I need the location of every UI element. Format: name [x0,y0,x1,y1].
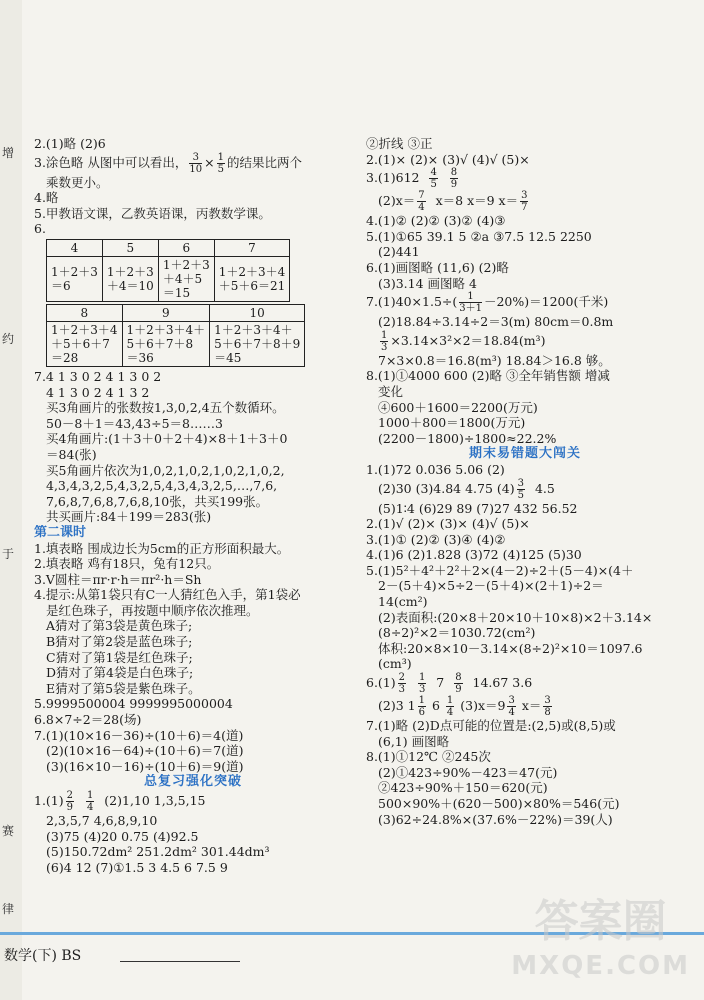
answer-line: (2)3 1 $\frac{1}{6}$ 6 $\frac{1}{4}$ (3)x＝9 $\frac{3}{4}$ x＝ $\frac{3}{8}$ [378,695,551,719]
watermark-logo: 答案圈 MXQE.COM [511,896,690,981]
table-head: 6 [158,239,214,256]
fraction: $\frac{1}{3}$ [381,329,388,353]
answer-line: 5.(1)5²＋4²＋2²＋2×(4－2)÷2＋(5－4)×(4＋ [366,562,634,578]
fraction: $\frac{3}{4}$ [508,695,515,719]
answer-line: 体积:20×8×10－3.14×(8÷2)²×10＝1097.6 [378,640,643,656]
fraction: $\frac{1}{6}$ [418,695,425,719]
fraction: $\frac{3}{8}$ [544,695,551,719]
answer-line: 1.(1)72 0.036 5.06 (2) [366,461,505,477]
answer-line: B猜对了第2袋是蓝色珠子; [46,634,193,650]
answer-line: (3)3.14 画图略 4 [378,275,477,291]
table-cell: 1＋2＋3＋4＋ 5＋6＋7＋8＋9 ＝45 [210,321,305,366]
answer-line: 14(cm²) [378,594,428,610]
answer-line: (5)150.72dm² 251.2dm² 301.44dm³ [46,844,270,860]
answer-line: 买4角画片:(1＋3＋0＋2＋4)×8＋1＋3＋0 [46,431,288,447]
answer-line: 2.(1)× (2)× (3)√ (4)√ (5)× [366,151,530,167]
answer-line: (6,1) 画图略 [378,733,450,749]
table-cell: 1＋2＋3 ＋4＝10 [102,256,158,301]
table-head: 4 [47,239,103,256]
fraction: $\frac{8}{9}$ [450,167,458,191]
section-heading: 总复习强化突破 [143,774,242,790]
answer-line: 4.略 [34,190,59,206]
answer-line: 4.(1)② (2)② (3)② (4)③ [366,213,506,229]
answer-line: 3.(1)612 $\frac{4}{5}$ $\frac{8}{9}$ [366,167,458,191]
table-cell: 1＋2＋3 ＋4＋5 ＝15 [158,256,214,301]
answer-line: 5.9999500004 9999995000004 [34,696,233,712]
answer-line: 7,6,8,7,6,8,7,6,8,10张，共买199张。 [46,493,269,509]
section-heading: 第二课时 [34,524,87,540]
answer-line: (3)(16×10－16)÷(10＋6)＝9(道) [46,758,244,774]
answer-line: 4 1 3 0 2 4 1 3 2 [46,384,150,400]
table-head: 9 [122,304,210,321]
answer-line: A猜对了第3袋是黄色珠子; [46,618,193,634]
answer-line: 1000＋800＝1800(万元) [378,415,526,431]
answer-line: 8.(1)①12℃ ②245次 [366,749,491,765]
answer-line: (2)30 (3)4.84 4.75 (4) $\frac{3}{5}$ 4.5 [378,477,555,501]
answer-line: 7×3×0.8＝16.8(m³) 18.84＞16.8 够。 [378,352,611,368]
answer-line: ②423÷90%＋150＝620(元) [378,780,548,796]
answer-line: 3.(1)① (2)② (3)④ (4)② [366,531,506,547]
answer-line: 2.(1)√ (2)× (3)× (4)√ (5)× [366,516,530,532]
answer-line: 8.(1)①4000 600 (2)略 ③全年销售额 增减 [366,368,610,384]
answer-line: 6. [34,221,46,237]
sum-table-1 [46,239,290,302]
answer-line: 4.(1)6 (2)1.828 (3)72 (4)125 (5)30 [366,547,582,563]
answer-line: (2)①423÷90%－423＝47(元) [378,764,558,780]
answer-line: (5)1∶4 (6)29 89 (7)27 432 56.52 [378,500,578,516]
fraction: $\frac{1}{4}$ [446,695,454,719]
answer-line: 买3角画片的张数按1,3,0,2,4五个数循环。 [46,400,285,416]
answer-line: ④600＋1600＝2200(万元) [378,399,538,415]
right-column [366,136,684,827]
answer-line: 乘数更小。 [46,174,109,190]
answer-line: (2)441 [378,244,420,260]
section-heading: 期末易错题大闯关 [468,446,581,462]
table-cell: 1＋2＋3＋4＋ 5＋6＋7＋8 ＝36 [122,321,210,366]
gutter-char: 于 [2,547,15,561]
fraction: $\frac{4}{5}$ [430,167,437,191]
table-head: 8 [47,304,123,321]
answer-line: ＝84(张) [46,446,97,462]
answer-line: 7.(1)(10×16－36)÷(10＋6)＝4(道) [34,727,244,743]
answer-line: (3)62÷24.8%×(37.6%－22%)＝39(人) [378,811,613,827]
table-cell: 1＋2＋3＋4 ＋5＋6＋7 ＝28 [47,321,123,366]
gutter-char: 约 [2,332,15,346]
answer-line: (2)(10×16－64)÷(10＋6)＝7(道) [46,743,244,759]
answer-line: 是红色珠子，再按题中顺序依次推理。 [46,602,259,618]
left-column [34,136,352,875]
gutter-char: 律 [2,902,15,916]
table-cell: 1＋2＋3 ＝6 [47,256,103,301]
answer-line: 3.V圆柱＝πr·r·h＝πr²·h＝Sh [34,571,202,587]
sum-table-2 [46,304,305,367]
footer-subject: 数学(下) BS [4,948,82,964]
table-head: 10 [210,304,305,321]
gutter-char: 增 [2,146,15,160]
fraction: $\frac{1}{3+1}$ [459,291,482,315]
answer-line: (2)表面积:(20×8＋20×10＋10×8)×2＋3.14× [378,609,653,625]
table-head: 5 [102,239,158,256]
fraction: $\frac{3}{7}$ [521,190,528,214]
answer-line: (2200－1800)÷1800≈22.2% [378,430,557,446]
answer-line: 7.(1)40×1.5÷( $\frac{1}{3+1}$ －20%)＝1200(千米) [366,291,609,315]
answer-line: 共买画片:84＋199＝283(张) [46,509,212,525]
answer-line: 2－(5＋4)×5÷2－(5＋4)×(2＋1)÷2＝ [378,578,604,594]
answer-line: (8÷2)²×2＝1030.72(cm²) [378,625,536,641]
answer-line: 7.(1)略 (2)D点可能的位置是:(2,5)或(8,5)或 [366,718,616,734]
answer-line: 7.4 1 3 0 2 4 1 3 0 2 [34,368,162,384]
answer-line: 4,3,4,3,2,5,4,3,2,5,4,3,4,3,2,5,…,7,6, [46,478,278,494]
gutter-char: 赛 [2,824,15,838]
answer-line: 1.填表略 围成边长为5cm的正方形面积最大。 [34,540,290,556]
answer-line: 5.(1)①65 39.1 5 ②a ③7.5 12.5 2250 [366,228,592,244]
answer-line: 6.8×7÷2＝28(场) [34,712,142,728]
answer-line: 2.(1)略 (2)6 [34,136,106,151]
fraction: $\frac{1}{4}$ [86,790,94,813]
answer-line: 5.甲教语文课，乙教英语课，丙教数学课。 [34,205,271,221]
answer-line: E猜对了第5袋是紫色珠子。 [46,680,201,696]
footer-rule [120,961,240,962]
answer-line: C猜对了第1袋是红色珠子; [46,649,193,665]
answer-line: (2)x＝ $\frac{7}{4}$ x＝8 x＝9 x＝ $\frac{3}{7}$ [378,190,528,214]
answer-line: 50－8＋1＝43,43÷5＝8……3 [46,415,223,431]
answer-line: 6.(1)画图略 (11,6) (2)略 [366,259,509,275]
fraction: $\frac{2}{9}$ [66,790,74,813]
fraction: $\frac{2}{3}$ [398,672,406,696]
answer-line: 买5角画片依次为1,0,2,1,0,2,1,0,2,1,0,2, [46,462,285,478]
fraction: $\frac{8}{9}$ [455,672,462,696]
answer-line: 1.(1) $\frac{2}{9}$ $\frac{1}{4}$ (2)1,10 1,3,5,15 [34,790,206,813]
answer-line: 3.涂色略 从图中可以看出， $\frac{3}{10}$ × $\frac{1}{5}$ 的结果比两个 [34,151,303,175]
answer-line: 6.(1) $\frac{2}{3}$ $\frac{1}{3}$ 7 $\frac{8}{9}$ 14.67 3.6 [366,672,533,696]
fraction: $\frac{3}{10}$ [189,151,203,175]
answer-line: D猜对了第4袋是白色珠子; [46,665,194,681]
answer-line: (6)4 12 (7)①1.5 3 4.5 6 7.5 9 [46,859,228,875]
table-head: 7 [214,239,290,256]
answer-line: (3)75 (4)20 0.75 (4)92.5 [46,828,199,844]
fraction: $\frac{1}{3}$ [418,672,426,696]
answer-line: ②折线 ③正 [366,136,433,151]
fraction: $\frac{3}{5}$ [517,477,524,501]
answer-line: 变化 [378,383,404,399]
answer-line: 500×90%＋(620－500)×80%＝546(元) [378,796,620,811]
table-cell: 1＋2＋3＋4 ＋5＋6＝21 [214,256,290,301]
answer-line: 4.提示:从第1袋只有C一人猜红色入手，第1袋必 [34,587,301,603]
fraction: $\frac{7}{4}$ [418,190,425,214]
fraction: $\frac{1}{5}$ [217,151,224,175]
answer-line: $\frac{1}{3}$ ×3.14×3²×2＝18.84(m³) [381,329,546,353]
page-gutter [0,0,22,1000]
answer-line: (2)18.84÷3.14÷2＝3(m) 80cm＝0.8m [378,314,614,330]
answer-line: 2,3,5,7 4,6,8,9,10 [46,813,158,828]
answer-line: (cm³) [378,656,412,672]
answer-line: 2.填表略 鸡有18只，兔有12只。 [34,556,220,572]
